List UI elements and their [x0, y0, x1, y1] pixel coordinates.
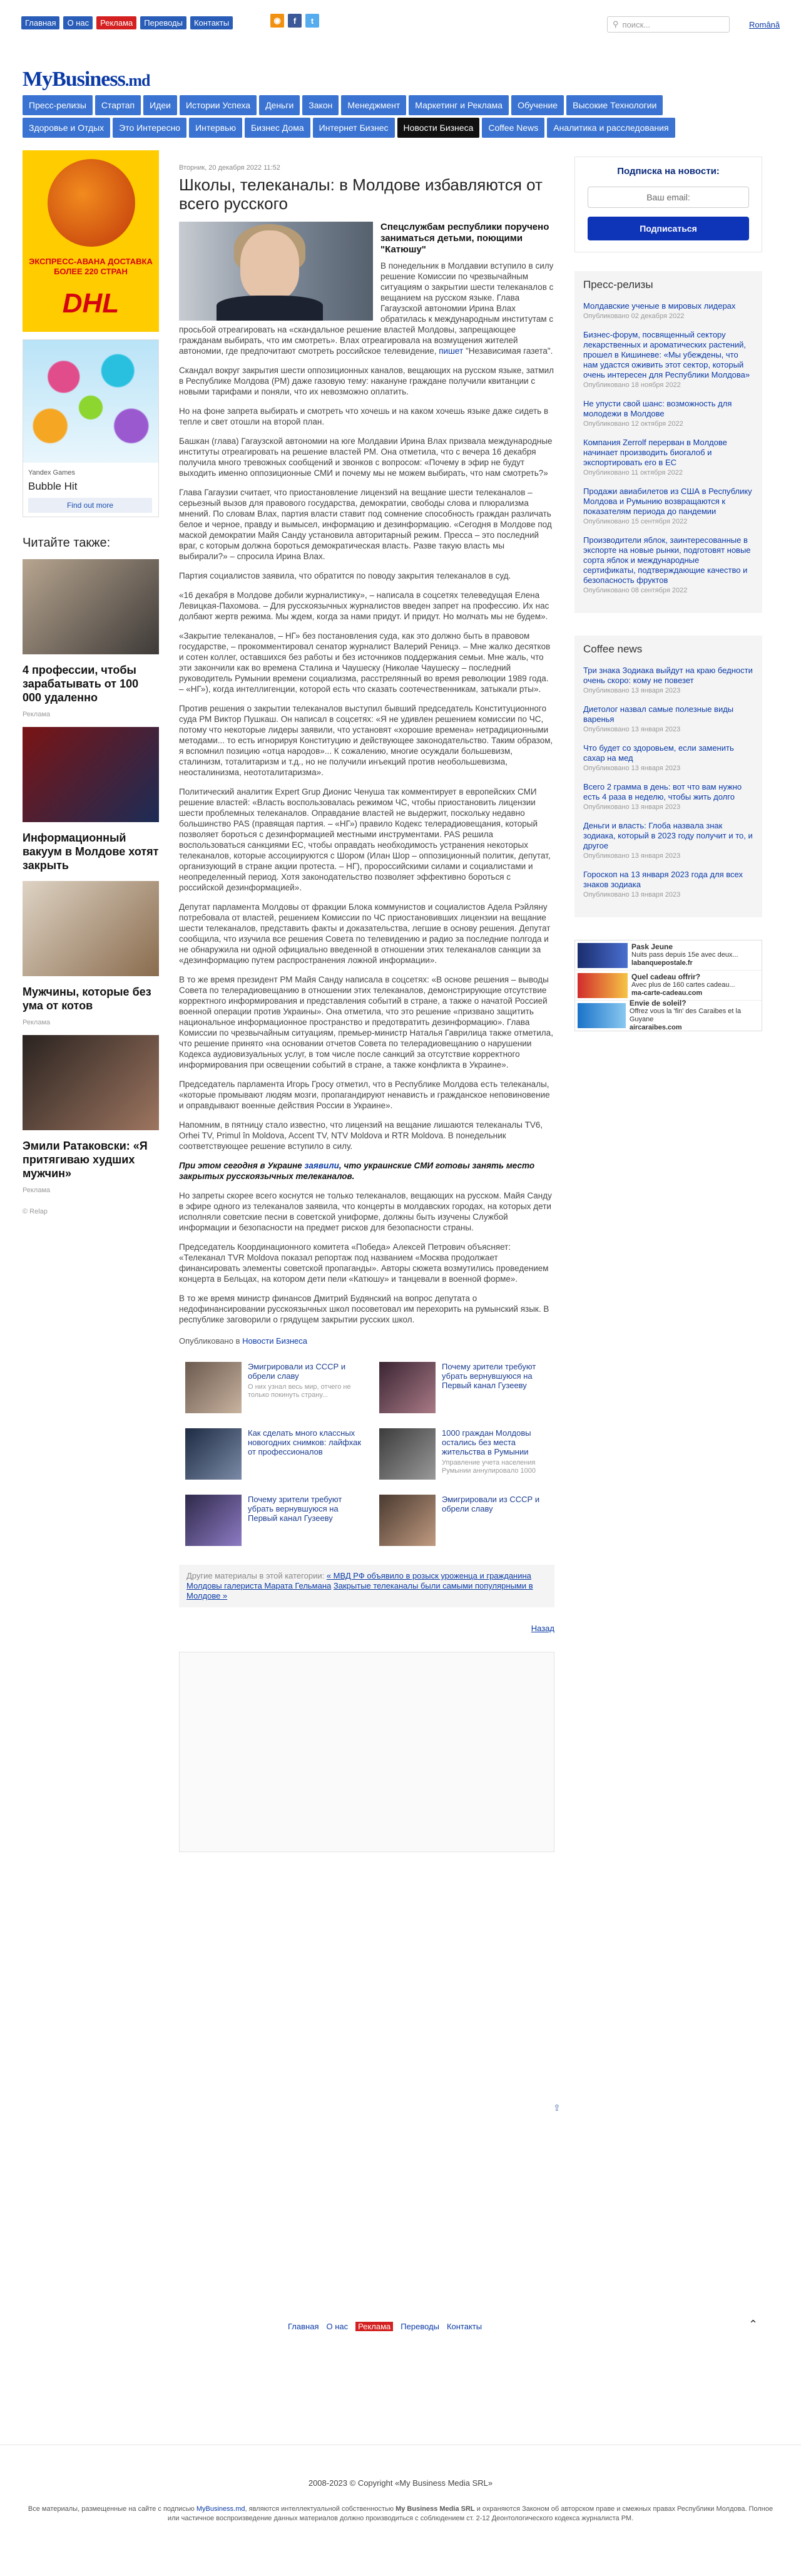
coffee-item-title: Три знака Зодиака выйдут на краю бедности очень скоро: кому не повезет — [583, 666, 753, 685]
mini-ads — [574, 940, 762, 1031]
legal-notice — [25, 2505, 776, 2523]
coffee-item-title: Всего 2 грамма в день: вот что вам нужно есть 4 раза в неделю, чтобы жить долго — [583, 782, 742, 801]
mini-ad-sub: Nuits pass depuis 15e avec deux... — [631, 951, 738, 959]
mini-ad-image — [578, 1003, 626, 1028]
scroll-top-icon[interactable]: ⌃ — [748, 2318, 758, 2331]
card-photo — [23, 559, 159, 654]
related-title: Почему зрители требуют убрать вернувшуюся на Первый канал Гузееву — [442, 1362, 536, 1390]
card-title: Информационный вакуум в Молдове хотят закрыть — [23, 832, 159, 872]
owner-name: My Business Media SRL — [395, 2505, 475, 2513]
published-in-label: Опубликовано в — [179, 1336, 240, 1346]
coffee-item-title: Что будет со здоровьем, если заменить сахар на мед — [583, 743, 734, 763]
related-title: Как сделать много классных новогодних снимков: лайфхак от профессионалов — [248, 1428, 362, 1456]
coffee-item[interactable] — [583, 743, 753, 772]
coffee-item-date: Опубликовано 13 января 2023 — [583, 687, 681, 694]
mini-ad-sub: Offrez vous la 'fin' des Caraibes et la Guyane — [629, 1007, 742, 1023]
mini-ad-image — [578, 943, 628, 968]
related-title: 1000 граждан Молдовы остались без места жительства в Румынии — [442, 1428, 531, 1456]
press-item[interactable] — [583, 301, 753, 320]
read-also-card[interactable] — [23, 559, 160, 718]
related-title: Эмигрировали из СССР и обрели славу — [442, 1495, 540, 1513]
mini-ad[interactable] — [575, 940, 762, 971]
article-photo — [179, 222, 373, 321]
related-article[interactable] — [185, 1495, 367, 1546]
press-item-date: Опубликовано 12 октября 2022 — [583, 420, 683, 428]
card-source: Рекламa — [23, 1019, 51, 1026]
footer-nav — [288, 2322, 482, 2331]
top-nav-link[interactable]: Контакты — [190, 16, 233, 29]
coffee-item-date: Опубликовано 13 января 2023 — [583, 891, 681, 899]
main-nav-item[interactable]: Менеджмент — [341, 95, 406, 115]
card-title: Мужчины, которые без ума от котов — [23, 986, 151, 1012]
main-nav-item[interactable]: Аналитика и расследования — [547, 118, 675, 138]
article-paragraph-highlight — [179, 1160, 554, 1182]
statement-link[interactable]: заявили — [304, 1161, 339, 1170]
main-nav-item[interactable]: Истории Успеха — [180, 95, 257, 115]
legal-text: Все материалы, размещенные на сайте с подписью — [28, 2505, 196, 2513]
press-item[interactable] — [583, 487, 753, 525]
footer-nav-link[interactable]: Контакты — [446, 2322, 482, 2331]
article-paragraph: Против решения о закрытии телеканалов выступил бывший председатель Конституционного суда РМ Виктор Пушкаш. Он написал в соцсетях: «Я не удивлен решением комиссии по ЧС, потому что некоторые лидеры заявили, что установят «хорошие времена» нетрадиционными методами... то есть игнорируя Конституцию и действующее законодательство. Таким образом, я вспомнил позицию «отца народов»... К сожалению, многие осуждали большевизм, сталинизм, тоталитаризм и т.д., но не получили инъекций против необольшевизма, неосталинизма, неототалитаризма». — [179, 704, 553, 777]
related-title: Почему зрители требуют убрать вернувшуюся на Первый канал Гузееву — [248, 1495, 342, 1523]
subscribe-title: Подписка на новости: — [617, 166, 720, 177]
press-item-title: Не упусти свой шанс: возможность для молодежи в Молдове — [583, 399, 732, 418]
press-item-date: Опубликовано 02 декабря 2022 — [583, 312, 685, 320]
mini-ad-head: Pask Jeune — [631, 942, 673, 951]
related-article[interactable] — [379, 1362, 561, 1413]
press-releases-title: Пресс-релизы — [583, 279, 653, 291]
press-item[interactable] — [583, 438, 753, 477]
press-item[interactable] — [583, 535, 753, 594]
main-nav-item[interactable]: Новости Бизнеса — [397, 118, 480, 138]
globe-graphic — [48, 159, 135, 247]
mini-ad[interactable] — [575, 1001, 762, 1031]
press-item[interactable] — [583, 399, 753, 428]
coffee-item-date: Опубликовано 13 января 2023 — [583, 803, 681, 811]
dhl-ad-text: ЭКСПРЕСС-АВАНА ДОСТАВКА БОЛЕЕ 220 СТРАН — [29, 257, 153, 276]
coffee-item[interactable] — [583, 666, 753, 694]
site-link[interactable]: MyBusiness.md — [196, 2505, 245, 2513]
press-item-title: Производители яблок, заинтересованные в экспорте на новые рынки, подготовят новые сорта яблок и международные сертификаты, подтверждающие качество и безопасность фруктов — [583, 535, 751, 585]
press-item-title: Компания Zerrolf перерван в Молдове начинает производить биогалоб и экспортировать его в ЕС — [583, 438, 727, 467]
mini-ad-site: aircaraibes.com — [629, 1024, 682, 1031]
coffee-item-title: Диетолог назвал самые полезные виды варенья — [583, 704, 734, 724]
ad-source: Yandex Games — [28, 469, 76, 477]
logo-tld: .md — [125, 71, 150, 90]
dhl-logo: DHL — [62, 288, 120, 319]
facebook-icon[interactable]: f — [288, 14, 302, 28]
coffee-item[interactable] — [583, 782, 753, 811]
article-paragraph: Глава Гагаузии считает, что приостановление лицензий на вещание шести телеканалов – серьезный вызов для правового государства, демократии, свободы слова и плюрализма мнений. По словам Влах, партия власти ставит под сомнение способность граждан различать белое и черное, правду и вымысел, информацию и дезинформацию. «Сегодня в Молдове под маской демократии Майя Санду установила авторитарный режим. Пресса – это последний враг, с которым должна бороться демократическая власть. Разве такую власть мы выбирали?» – спросила Ирина Влах. — [179, 488, 552, 561]
coffee-item-date: Опубликовано 13 января 2023 — [583, 726, 681, 733]
prev-article-link[interactable]: « МВД РФ объявило в розыск уроженца и гражданина Молдовы галериста Марата Гельмана — [186, 1571, 531, 1590]
read-also-card[interactable] — [23, 1035, 160, 1194]
top-nav-link[interactable]: Реклама — [96, 16, 136, 29]
article-paragraph: «16 декабря в Молдове добили журналистику», – написала в соцсетях телеведущая Елена Левицкая-Пахомова. – Для русскоязычных журналистов введен запрет на профессию. Их нас долбают жертв режима. Мы ждем, когда за нами придут. И придут. Но молчать мы не будем». — [179, 590, 549, 621]
read-also-card[interactable] — [23, 881, 160, 1026]
coffee-item-date: Опубликовано 13 января 2023 — [583, 852, 681, 860]
main-nav-item[interactable]: Идеи — [143, 95, 177, 115]
top-nav-link[interactable]: Переводы — [140, 16, 186, 29]
paragraph-text: В понедельник в Молдавии вступило в силу решение Комиссии по чрезвычайным ситуациям о закрытии шести телеканалов с вещанием на русском языке. Глава Гагаузской автономии Ирина Влах обратилась к международным институтам с просьбой отреагировать на «скандальное решение властей Молдовы, запрещающее гражданам выбирать, что им смотреть». Влах отреагировала на возмущения жителей автономии, где предпочитают смотреть российское телевидение, — [179, 261, 554, 356]
find-out-more-button[interactable]: Find out more — [28, 498, 152, 513]
read-also-card[interactable] — [23, 727, 160, 872]
card-source: Рекламa — [23, 1187, 51, 1194]
paragraph-text: , что украинские СМИ готовы занять место закрытых русскоязычных телеканалов. — [179, 1161, 535, 1181]
coffee-item[interactable] — [583, 870, 753, 899]
coffee-item-date: Опубликовано 13 января 2023 — [583, 765, 681, 772]
mini-ad-text — [630, 999, 762, 1032]
coffee-item-title: Гороскоп на 13 января 2023 года для всех знаков зодиака — [583, 870, 743, 889]
search-placeholder: поиск... — [622, 19, 651, 29]
article-paragraph: В то же время президент РМ Майя Санду написала в соцсетях: «В основе решения – выводы Совета по телерадиовещанию в отношении этих телеканалов, демонстрирующие отсутствие корректного информирования и представления событий в стране, а также о начатой Россией военной операции против Украины». Она отметила, что это решение «призвано защитить национальное информационное пространство и предотвратить дезинформацию». Глава Комиссии по чрезвычайным ситуациям, премьер-министр Наталья Гаврилица также отметила, что решение принято «на основании отчетов Совета по телерадиовещанию о нарушении Кодекса аудиовизуальных услуг, в том числе после санкций за отсутствие корректного информирования при освещении событий в стране, а также конфликта в Украине». — [179, 975, 553, 1069]
mini-ad-image — [578, 973, 628, 998]
related-article[interactable] — [379, 1495, 561, 1546]
article-lead — [179, 222, 554, 365]
mini-ad-head: Envie de soleil? — [629, 999, 686, 1007]
article-paragraph: Но на фоне запрета выбирать и смотреть что хочешь и на каком хочешь языке даже сидеть в тепле и свет отошли на второй план. — [179, 406, 549, 426]
published-in — [179, 1336, 554, 1346]
subscribe-button[interactable]: Подписаться — [588, 217, 749, 240]
footer-nav-link[interactable]: Реклама — [355, 2322, 393, 2331]
main-nav-item[interactable]: Стартап — [95, 95, 141, 115]
main-nav-item[interactable]: Деньги — [259, 95, 300, 115]
press-item-date: Опубликовано 11 октября 2022 — [583, 469, 683, 477]
main-nav-item[interactable]: Интернет Бизнес — [313, 118, 395, 138]
read-also-list — [23, 559, 160, 1194]
rss-icon[interactable]: ◉ — [270, 14, 284, 28]
article-paragraph: Скандал вокруг закрытия шести оппозиционных каналов, вещающих на русском языке, затмил в Республике Молдова (РМ) даже газовую тему: накануне граждане получили квитанции с новыми тарифами и поняли, что их невозможно оплатить. — [179, 366, 554, 396]
related-article[interactable] — [185, 1362, 367, 1413]
related-article[interactable] — [185, 1428, 367, 1480]
photo-face — [240, 230, 299, 301]
top-nav — [21, 16, 233, 29]
main-nav-item[interactable]: Пресс-релизы — [23, 95, 93, 115]
twitter-icon[interactable]: t — [305, 14, 319, 28]
photo-body — [217, 296, 323, 321]
footer-nav-link[interactable]: Переводы — [400, 2322, 439, 2331]
card-source: Рекламa — [23, 711, 51, 718]
top-bar — [0, 0, 801, 40]
article-paragraph: Депутат парламента Молдовы от фракции Блока коммунистов и социалистов Адела Рэйляну потребовала от властей, решением Комиссии по ЧС приостановивших лицензии на вещание шести телеканалов, представить факты и доказательства, легшие в основу решения. Депутат сообщила, что изучила все решения Совета по телевидению и радио за последние полгода и не обнаружила ни одной официально введенной в отношении этих телеканалов санкции за «дезинформацию путем распространения ложной информации». — [179, 902, 551, 965]
bubble-hit-ad[interactable] — [23, 339, 159, 517]
related-thumbnail — [379, 1362, 436, 1413]
coffee-item[interactable] — [583, 821, 753, 860]
copyright: 2008-2023 © Copyright «My Business Media SRL» — [308, 2478, 493, 2488]
press-item-title: Бизнес-форум, посвященный сектору лекарственных и ароматических растений, прошел в Кишиневе: «Мы убеждены, что нам удастся оживить этот сектор, который очень интересен для Республики Молдова» — [583, 330, 750, 379]
next-article-link[interactable]: Закрытые телеканалы были самыми популярными в Молдове » — [186, 1581, 533, 1600]
main-nav — [23, 95, 761, 140]
main-nav-item[interactable]: Интервью — [189, 118, 242, 138]
article-paragraph: Напомним, в пятницу стало известно, что лицензий на вещание лишаются телеканалы TV6, Orhei TV, Primul în Moldova, Accent TV, NTV Moldova и RTR Moldova. В понедельник соответствующее решение вступило в силу. — [179, 1120, 543, 1151]
other-materials — [179, 1565, 554, 1607]
right-sidebar — [574, 157, 762, 1031]
article-paragraph: «Закрытие телеканалов, – НГ» без постановления суда, как это должно быть в правовом государстве, – прокомментировал сенатор журналист Валерий Реницэ. – Мне жалко десятков и сотен коллег, оставшихся без работы и без источников поддержания семьи. Мне жаль, что эти закончили как во времена Сталина и Чаушеску (Николае Чаушеску – последний руководитель Румынии времени социализма, расстрелянный во время революции 1989 года. – «НГ»), когда интеллигенции, которой есть что сказать соотечественникам, затыкали рты». — [179, 631, 551, 694]
subscribe-box — [574, 157, 762, 252]
top-nav-link[interactable]: О нас — [63, 16, 93, 29]
coffee-news-panel — [574, 636, 762, 917]
main-nav-item[interactable]: Coffee News — [482, 118, 544, 138]
main-nav-item[interactable]: Маркетинг и Реклама — [409, 95, 509, 115]
article-lead-text: Спецслужбам республики поручено заниматься детьми, поющими "Катюшу" — [380, 222, 549, 255]
main-nav-item[interactable]: Закон — [302, 95, 339, 115]
read-also-heading: Читайте также: — [23, 536, 111, 550]
press-item-date: Опубликовано 08 сентября 2022 — [583, 587, 688, 594]
related-desc: О них узнал весь мир, отчего не только покинуть страну... — [248, 1383, 351, 1399]
logo-main: MyBusiness — [23, 68, 125, 91]
language-switch-link[interactable]: Română — [749, 20, 780, 29]
footer-nav-link[interactable]: Главная — [288, 2322, 319, 2331]
article-paragraph: Но запреты скорее всего коснутся не только телеканалов, вещающих на русском. Майя Санду в эфире одного из телеканалов заявила, что концерты в молдавских городах, на которых дети исполняли советские песни в советской униформе, должны быть изучены Службой информации и безопасности на предмет рисков для безопасности страны. — [179, 1191, 552, 1232]
article-title: Школы, телеканалы: в Молдове избавляются от всего русского — [179, 175, 543, 213]
legal-text: и охраняются Законом об авторском праве и смежных правах Республики Молдова. Полное или частичное воспроизведение данных материалов должно производиться с соблюдением ст. 2-12 Деонтологического кодекса журналиста РМ. — [167, 2505, 773, 2522]
share-icon[interactable]: ⇪ — [553, 2103, 561, 2113]
coffee-news-title: Coffee news — [583, 643, 643, 655]
mini-ad-head: Quel cadeau offrir? — [631, 972, 701, 981]
source-link[interactable]: пишет — [439, 346, 464, 356]
press-item-date: Опубликовано 15 сентября 2022 — [583, 518, 688, 525]
mini-ad-text — [631, 973, 735, 997]
press-item-title: Молдавские ученые в мировых лидерах — [583, 301, 736, 311]
search-input[interactable] — [607, 16, 730, 33]
relap-label: © Relap — [23, 1208, 48, 1215]
main-nav-item[interactable]: Обучение — [511, 95, 564, 115]
card-photo — [23, 1035, 159, 1130]
main-nav-item[interactable]: Здоровье и Отдых — [23, 118, 110, 138]
social-links — [270, 14, 319, 28]
article-date: Вторник, 20 декабря 2022 11:52 — [179, 164, 280, 172]
related-title: Эмигрировали из СССР и обрели славу — [248, 1362, 346, 1381]
related-thumbnail — [185, 1362, 242, 1413]
paragraph-text: При этом сегодня в Украине — [179, 1161, 305, 1170]
footer-nav-link[interactable]: О нас — [326, 2322, 349, 2331]
card-title: Эмили Ратаковски: «Я притягиваю худших мужчин» — [23, 1140, 148, 1180]
legal-text: , являются интеллектуальной собственностью — [245, 2505, 396, 2513]
related-desc: Управление учета населения Румынии аннулировало 1000 — [442, 1459, 536, 1475]
category-link[interactable]: Новости Бизнеса — [242, 1336, 307, 1346]
coffee-item[interactable] — [583, 704, 753, 733]
card-photo — [23, 727, 159, 822]
bubble-game-image — [23, 340, 158, 463]
site-logo[interactable] — [23, 68, 150, 91]
search-icon: ⚲ — [613, 19, 619, 29]
article-paragraph: Партия социалистов заявила, что обратится по поводу закрытия телеканалов в суд. — [179, 571, 511, 580]
mini-ad-site: labanquepostale.fr — [631, 959, 693, 967]
email-field[interactable]: Ваш email: — [588, 187, 749, 208]
article-paragraph: Председатель парламента Игорь Гросу отметил, что в Республике Молдова есть телеканалы, «которые промывают людям мозги, пропагандируют ненависть и гражданское неповиновение и оправдывают военные действия России в Украине». — [179, 1079, 550, 1110]
card-title: 4 профессии, чтобы зарабатывать от 100 000 удаленно — [23, 664, 139, 704]
dhl-ad-banner[interactable] — [23, 150, 159, 332]
article-paragraph: Политический аналитик Expert Grup Дионис Ченуша так комментирует в европейских СМИ решение властей: «Власть воспользовалась режимом ЧС, чтобы приостановить лицензии шести проблемных телеканалов. Оправдание властей не выдержит, поскольку недавно большинство PAS (правящая партия. – «НГ») правило Кодекс телерадиовещания, который позволяет бороться с дезинформацией местными инструментами. PAS решила воспользоваться санкциями ЕС, чтобы оправдать необходимость устранения некоторых телеканалов, которые ассоциируются с Шором (Илан Шор – оппозиционный политик, депутат, организующий в стране акции протеста. – НГ), пророссийскими силами и социалистами и неопределенный период. Хотя законодательство позволяет эффективно бороться с российской дезинформацией». — [179, 787, 551, 892]
paragraph-text: "Независимая газета". — [465, 346, 553, 356]
mini-ad-sub: Avec plus de 160 cartes cadeau... — [631, 981, 735, 989]
top-nav-link[interactable]: Главная — [21, 16, 59, 29]
related-thumbnail — [185, 1428, 242, 1480]
press-item-title: Продажи авиабилетов из США в Республику Молдова и Румынию возвращаются к показателям периода до пандемии — [583, 487, 752, 516]
ad-title: Bubble Hit — [28, 480, 78, 492]
article-paragraph: Башкан (глава) Гагаузской автономии на юге Молдавии Ирина Влах призвала международные институты отреагировать на решение властей РМ. Она отметила, что с вечера 16 декабря получила много тревожных сообщений и звонков с вопросом: «Почему в эфир не будут выходить именно оппозиционные СМИ и почему мы не можем выбирать, что нам смотреть?» — [179, 436, 553, 478]
other-materials-label: Другие материалы в этой категории: — [186, 1571, 325, 1580]
article-paragraph: Председатель Координационного комитета «Победа» Алексей Петрович объясняет: «Телеканал TVR Moldova показал репортаж под названием «Москва продолжает финансировать элементы советской пропаганды». Авторы сюжета возмутились проведением концерта в Бельцах, на котором дети пели «Катюшу» и танцевали в военной форме». — [179, 1242, 549, 1284]
main-nav-item[interactable]: Это Интересно — [113, 118, 186, 138]
main-nav-row — [23, 118, 761, 138]
press-item-date: Опубликовано 18 ноября 2022 — [583, 381, 681, 389]
related-thumbnail — [379, 1495, 436, 1546]
article-paragraph: В то же время министр финансов Дмитрий Будянский на вопрос депутата о недофинансировании русскоязычных школ посоветовал им перехорить на румынский язык. В республике заговорили о грядущем закрытии русских школ. — [179, 1294, 549, 1324]
article — [179, 164, 554, 1852]
mini-ad-site: ma-carte-cadeau.com — [631, 989, 703, 997]
coffee-item-title: Деньги и власть: Глоба назвала знак зодиака, который в 2023 году получит и то, и другое — [583, 821, 753, 850]
press-releases-panel — [574, 271, 762, 613]
card-photo — [23, 881, 159, 976]
main-nav-item[interactable]: Высокие Технологии — [566, 95, 663, 115]
mini-ad-text — [631, 943, 738, 967]
main-nav-item[interactable]: Бизнес Дома — [245, 118, 310, 138]
related-articles — [179, 1362, 554, 1546]
related-article[interactable] — [379, 1428, 561, 1480]
back-link[interactable]: Назад — [531, 1624, 554, 1633]
press-item[interactable] — [583, 330, 753, 389]
related-thumbnail — [379, 1428, 436, 1480]
comments-placeholder — [179, 1652, 554, 1852]
main-nav-row — [23, 95, 761, 115]
mini-ad[interactable] — [575, 971, 762, 1001]
left-sidebar — [23, 150, 160, 1215]
related-thumbnail — [185, 1495, 242, 1546]
